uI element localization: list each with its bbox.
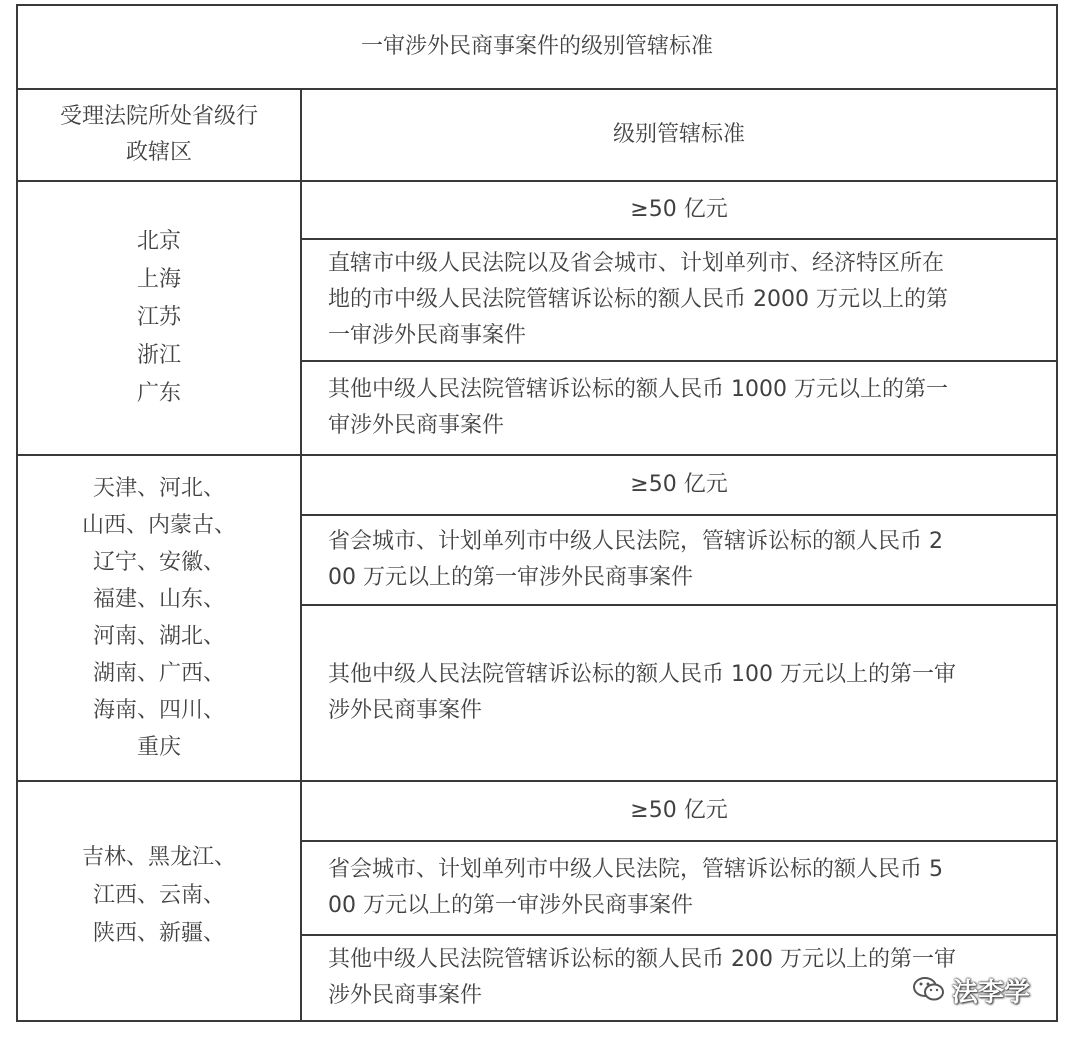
table-title: 一审涉外民商事案件的级别管辖标准: [360, 34, 713, 59]
standard-cell: [302, 606, 1056, 780]
region-name: 湖南、广西、: [92, 661, 225, 686]
standard-line: 涉外民商事案件: [328, 698, 483, 723]
wechat-icon: [912, 975, 946, 1007]
standard-line: 00 万元以上的第一审涉外民商事案件: [328, 893, 693, 918]
standard-line: 地的市中级人民法院管辖诉讼标的额人民币 2000 万元以上的第: [328, 287, 948, 312]
threshold-cell: ≥50 亿元: [630, 798, 728, 823]
standard-line: 省会城市、计划单列市中级人民法院，管辖诉讼标的额人民币 5: [328, 857, 943, 882]
standard-line: 其他中级人民法院管辖诉讼标的额人民币 100 万元以上的第一审: [328, 662, 956, 687]
region-name: 广东: [136, 381, 181, 406]
standard-cell: [302, 842, 1056, 934]
standard-line: 其他中级人民法院管辖诉讼标的额人民币 200 万元以上的第一审: [328, 947, 956, 972]
region-name: 河南、湖北、: [92, 624, 225, 649]
watermark: [912, 972, 1030, 1009]
threshold-cell: ≥50 亿元: [630, 472, 728, 497]
region-name: 江西、云南、: [92, 883, 225, 908]
header-region: [18, 90, 300, 180]
region-name: 浙江: [136, 343, 181, 368]
region-name: 北京: [136, 229, 181, 254]
region-name: 山西、内蒙古、: [81, 513, 236, 538]
region-name: 吉林、黑龙江、: [81, 845, 236, 870]
jurisdiction-table: [16, 4, 1058, 1022]
region-name: 海南、四川、: [92, 698, 225, 723]
region-cell: [18, 456, 300, 780]
standard-line: 直辖市中级人民法院以及省会城市、计划单列市、经济特区所在: [328, 251, 945, 276]
standard-line: 其他中级人民法院管辖诉讼标的额人民币 1000 万元以上的第一: [328, 377, 948, 402]
standard-line: 省会城市、计划单列市中级人民法院，管辖诉讼标的额人民币 2: [328, 529, 943, 554]
header-region-line: 受理法院所处省级行: [59, 104, 258, 129]
region-cell: [18, 182, 300, 454]
standard-line: 00 万元以上的第一审涉外民商事案件: [328, 565, 693, 590]
header-region-line: 政辖区: [125, 140, 192, 165]
region-name: 江苏: [136, 305, 181, 330]
threshold-cell: ≥50 亿元: [630, 197, 728, 222]
standard-cell: [302, 240, 1056, 360]
header-standard: 级别管辖标准: [612, 122, 745, 147]
region-name: 陕西、新疆、: [92, 921, 225, 946]
standard-line: 涉外民商事案件: [328, 983, 483, 1008]
region-cell: [18, 782, 300, 1020]
watermark-text: 法李学: [952, 978, 1031, 1008]
region-name: 重庆: [136, 735, 181, 760]
region-name: 福建、山东、: [92, 587, 225, 612]
standard-cell: [302, 362, 1056, 454]
standard-line: 一审涉外民商事案件: [328, 323, 527, 348]
standard-line: 审涉外民商事案件: [328, 413, 505, 438]
standard-cell: [302, 516, 1056, 604]
region-name: 天津、河北、: [92, 476, 225, 501]
region-name: 辽宁、安徽、: [92, 550, 225, 575]
region-name: 上海: [136, 267, 181, 292]
